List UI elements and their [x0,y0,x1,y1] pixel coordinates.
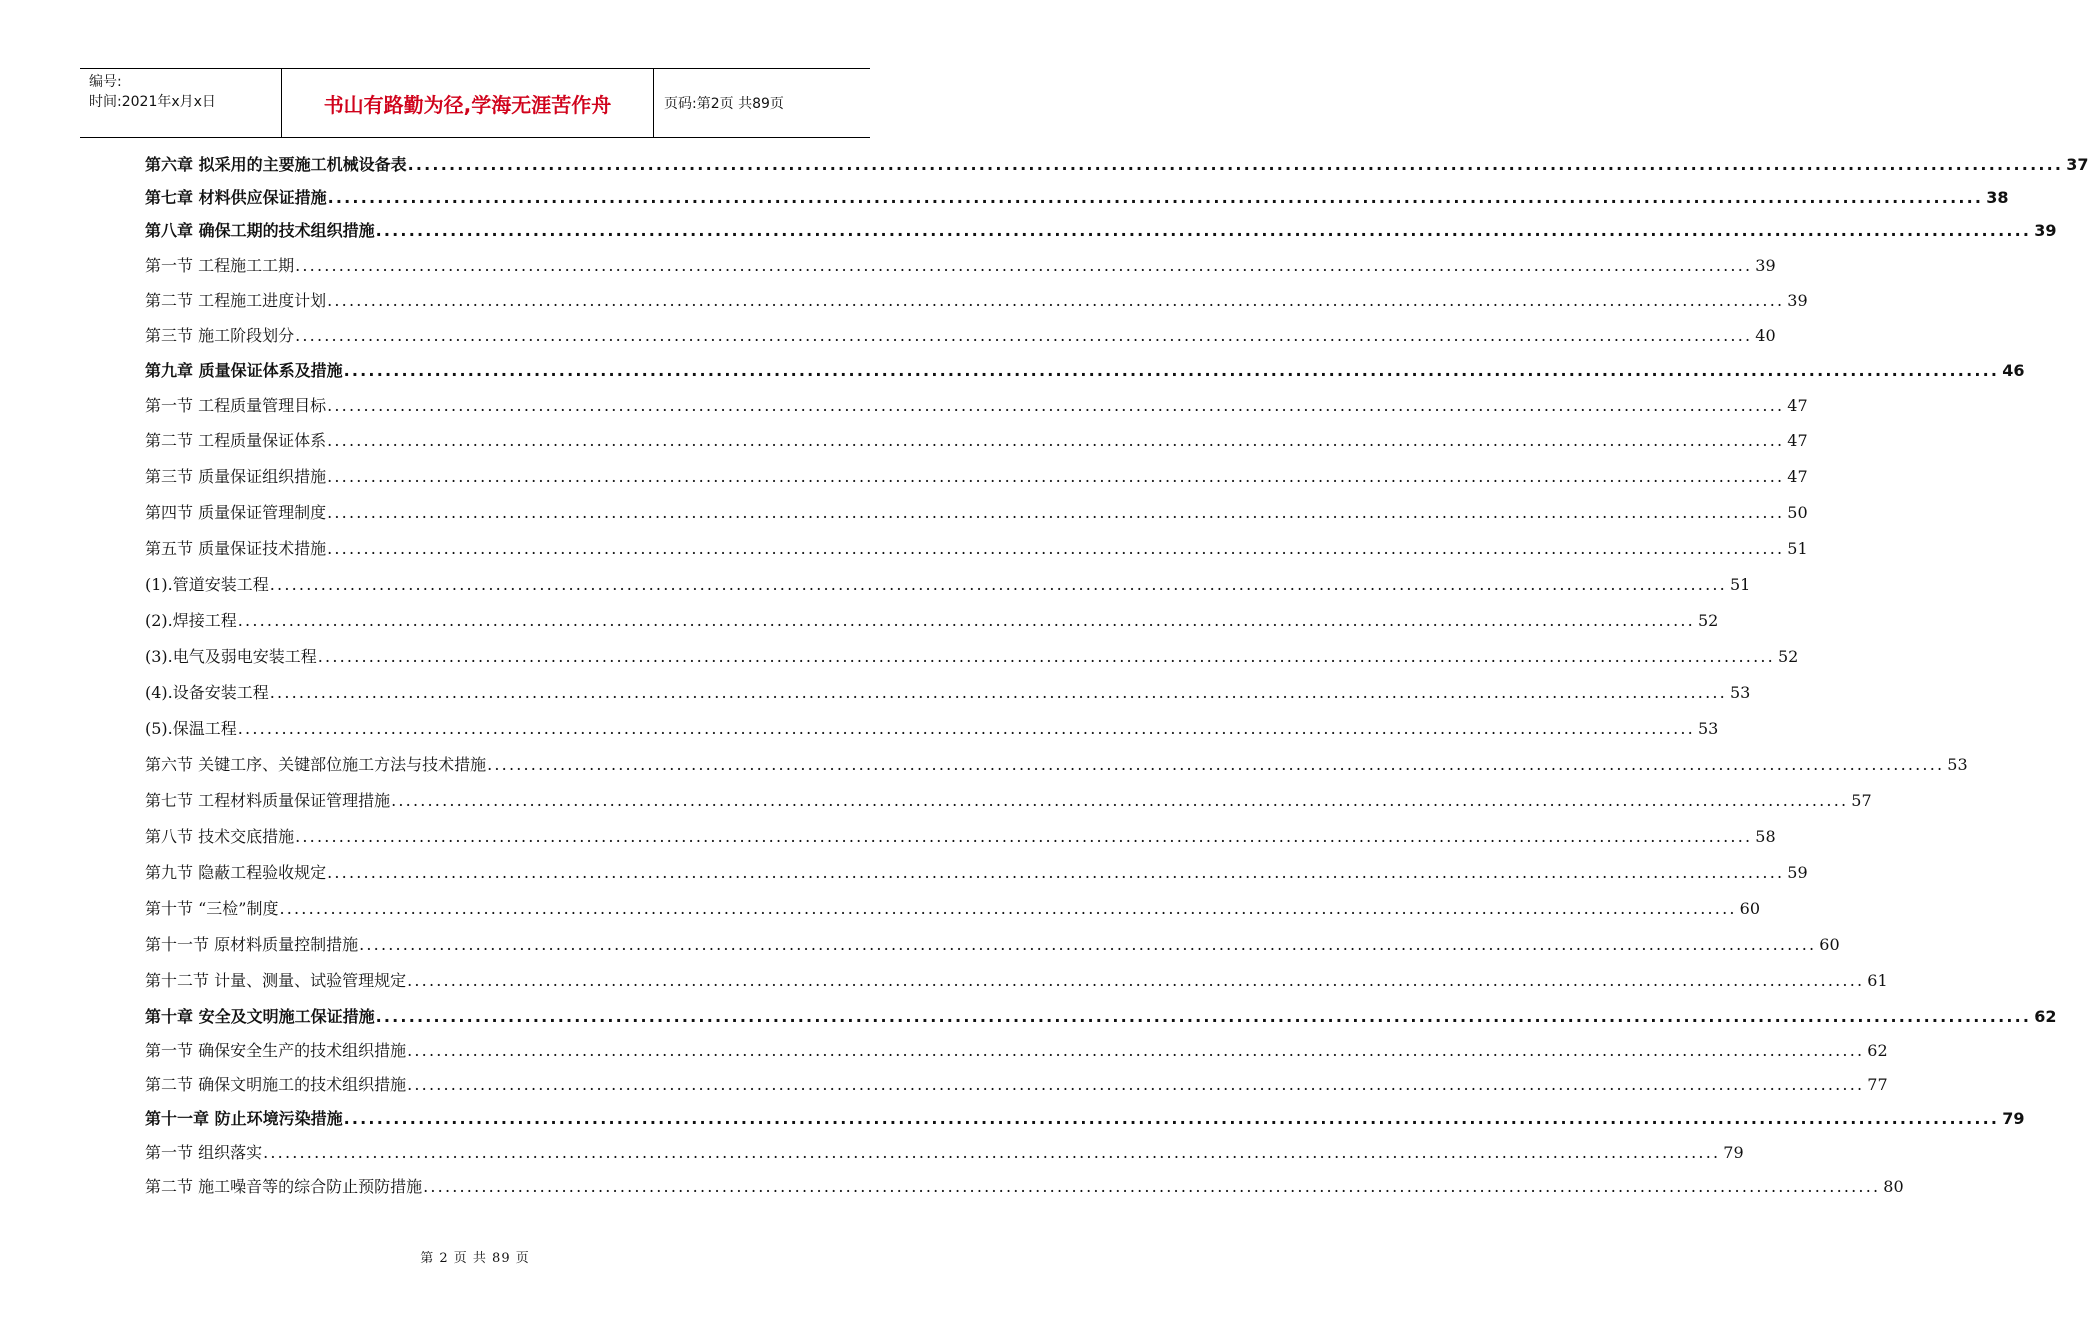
toc-entry-page: 79 [2002,1109,2025,1128]
toc-leader-dots: ........................................................................................................................................................................................................ [317,647,1775,666]
toc-entry[interactable] [145,358,2025,381]
toc-entry-label: 第十节 “三检”制度 [145,899,279,918]
toc-leader-dots: ........................................................................................................................................................................................................ [269,575,1727,594]
toc-entry-page: 52 [1697,611,1719,630]
toc-entry-page: 53 [1697,719,1719,738]
toc-entry[interactable] [145,716,1719,739]
toc-entry-page: 61 [1867,971,1888,990]
toc-entry[interactable] [145,323,1776,346]
page-header [80,68,870,138]
toc-entry-label: (1).管道安装工程 [145,575,269,594]
toc-entry-label: (2).焊接工程 [145,611,237,630]
header-motto: 书山有路勤为径,学海无涯苦作舟 [282,69,654,137]
toc-entry-label: 第四节 质量保证管理制度 [145,503,327,522]
toc-leader-dots: ........................................................................................................................................................................................................ [375,1007,2032,1026]
toc-entry-label: 第十一章 防止环境污染措施 [145,1109,343,1128]
page-footer: 第 2 页 共 89 页 [420,1251,530,1266]
toc-entry-label: 第八章 确保工期的技术组织措施 [145,221,375,240]
toc-entry-label: 第一节 组织落实 [145,1143,263,1162]
toc-leader-dots: ........................................................................................................................................................................................................ [407,971,1865,990]
toc-entry[interactable] [145,1174,1904,1197]
toc-entry-page: 47 [1787,396,1808,415]
toc-entry-page: 60 [1819,935,1840,954]
toc-leader-dots: ........................................................................................................................................................................................................ [391,791,1849,810]
toc-entry[interactable] [145,752,1968,775]
toc-entry[interactable] [145,185,2009,208]
toc-entry-label: 第一节 工程质量管理目标 [145,396,327,415]
toc-entry-label: 第八节 技术交底措施 [145,827,295,846]
toc-entry-label: 第三节 施工阶段划分 [145,326,295,345]
toc-entry[interactable] [145,896,1760,919]
toc-leader-dots: ........................................................................................................................................................................................................ [237,719,1695,738]
toc-entry[interactable] [145,500,1808,523]
header-page-info: 页码:第2页 共89页 [664,96,784,112]
toc-entry-label: 第五节 质量保证技术措施 [145,539,327,558]
toc-entry[interactable] [145,536,1808,559]
toc-leader-dots: ........................................................................................................................................................................................................ [407,155,2064,174]
toc-entry-label: (3).电气及弱电安装工程 [145,647,317,666]
toc-entry[interactable] [145,428,1808,451]
toc-entry[interactable] [145,1140,1744,1163]
toc-entry[interactable] [145,680,1751,703]
toc-entry-label: 第七节 工程材料质量保证管理措施 [145,791,391,810]
toc-entry-page: 39 [1755,256,1776,275]
toc-entry-label: 第二节 工程施工进度计划 [145,291,327,310]
toc-leader-dots: ........................................................................................................................................................................................................ [327,188,1984,207]
toc-leader-dots: ........................................................................................................................................................................................................ [343,1109,2000,1128]
toc-entry-page: 52 [1777,647,1799,666]
toc-entry-label: 第一节 确保安全生产的技术组织措施 [145,1041,407,1060]
toc-entry-label: 第七章 材料供应保证措施 [145,188,327,207]
toc-entry[interactable] [145,860,1808,883]
toc-entry-page: 62 [1867,1041,1888,1060]
toc-entry-page: 58 [1755,827,1776,846]
toc-entry[interactable] [145,464,1808,487]
toc-entry-label: 第二节 工程质量保证体系 [145,431,327,450]
toc-entry-label: 第二节 施工噪音等的综合防止预防措施 [145,1177,423,1196]
toc-entry[interactable] [145,218,2057,241]
toc-entry[interactable] [145,644,1799,667]
toc-leader-dots: ........................................................................................................................................................................................................ [295,256,1753,275]
toc-entry-page: 59 [1787,863,1808,882]
document-number-label: 编号: [89,74,122,90]
toc-entry-label: 第二节 确保文明施工的技术组织措施 [145,1075,407,1094]
toc-leader-dots: ........................................................................................................................................................................................................ [423,1177,1881,1196]
document-time-label: 时间:2021年x月x日 [89,94,216,110]
toc-leader-dots: ........................................................................................................................................................................................................ [327,503,1785,522]
toc-leader-dots: ........................................................................................................................................................................................................ [487,755,1945,774]
toc-leader-dots: ........................................................................................................................................................................................................ [327,539,1785,558]
toc-leader-dots: ........................................................................................................................................................................................................ [295,827,1753,846]
toc-entry[interactable] [145,1038,1888,1061]
toc-entry-label: 第九章 质量保证体系及措施 [145,361,343,380]
toc-entry-label: (5).保温工程 [145,719,237,738]
toc-entry-page: 40 [1755,326,1776,345]
toc-leader-dots: ........................................................................................................................................................................................................ [359,935,1817,954]
toc-entry[interactable] [145,152,2088,175]
toc-entry-page: 47 [1787,467,1808,486]
header-meta [80,69,282,137]
toc-entry-page: 60 [1739,899,1760,918]
toc-entry[interactable] [145,788,1872,811]
toc-entry-label: 第九节 隐蔽工程验收规定 [145,863,327,882]
toc-entry[interactable] [145,393,1808,416]
toc-entry[interactable] [145,608,1719,631]
toc-entry-page: 39 [1787,291,1808,310]
toc-leader-dots: ........................................................................................................................................................................................................ [407,1075,1865,1094]
toc-leader-dots: ........................................................................................................................................................................................................ [327,291,1785,310]
toc-leader-dots: ........................................................................................................................................................................................................ [327,467,1785,486]
toc-entry-page: 53 [1947,755,1968,774]
toc-entry-page: 77 [1867,1075,1888,1094]
toc-entry-page: 39 [2034,221,2057,240]
toc-entry-page: 79 [1723,1143,1744,1162]
toc-leader-dots: ........................................................................................................................................................................................................ [327,396,1785,415]
toc-entry-page: 62 [2034,1007,2057,1026]
toc-entry[interactable] [145,932,1840,955]
toc-leader-dots: ........................................................................................................................................................................................................ [269,683,1727,702]
toc-entry-label: 第三节 质量保证组织措施 [145,467,327,486]
toc-entry[interactable] [145,1004,2057,1027]
toc-entry-page: 47 [1787,431,1808,450]
toc-entry[interactable] [145,968,1888,991]
toc-entry-page: 51 [1787,539,1808,558]
toc-entry[interactable] [145,572,1751,595]
toc-entry-page: 37 [2066,155,2088,174]
toc-entry-page: 46 [2002,361,2025,380]
toc-entry-label: 第十章 安全及文明施工保证措施 [145,1007,375,1026]
toc-leader-dots: ........................................................................................................................................................................................................ [375,221,2032,240]
toc-leader-dots: ........................................................................................................................................................................................................ [263,1143,1721,1162]
toc-entry-label: (4).设备安装工程 [145,683,269,702]
toc-leader-dots: ........................................................................................................................................................................................................ [279,899,1737,918]
toc-leader-dots: ........................................................................................................................................................................................................ [327,431,1785,450]
toc-entry-label: 第一节 工程施工工期 [145,256,295,275]
toc-entry[interactable] [145,288,1808,311]
toc-entry[interactable] [145,1072,1888,1095]
toc-leader-dots: ........................................................................................................................................................................................................ [295,326,1753,345]
toc-entry-page: 80 [1883,1177,1904,1196]
toc-entry-label: 第十二节 计量、测量、试验管理规定 [145,971,407,990]
toc-entry-page: 38 [1986,188,2009,207]
toc-entry[interactable] [145,253,1776,276]
toc-entry[interactable] [145,1106,2025,1129]
toc-entry-page: 50 [1787,503,1808,522]
toc-leader-dots: ........................................................................................................................................................................................................ [327,863,1785,882]
toc-entry-label: 第六节 关键工序、关键部位施工方法与技术措施 [145,755,487,774]
toc-entry-label: 第六章 拟采用的主要施工机械设备表 [145,155,407,174]
toc-leader-dots: ........................................................................................................................................................................................................ [343,361,2000,380]
toc-entry-page: 53 [1729,683,1751,702]
toc-leader-dots: ........................................................................................................................................................................................................ [237,611,1695,630]
toc-entry-page: 57 [1851,791,1872,810]
toc-entry-label: 第十一节 原材料质量控制措施 [145,935,359,954]
toc-leader-dots: ........................................................................................................................................................................................................ [407,1041,1865,1060]
toc-entry[interactable] [145,824,1776,847]
toc-entry-page: 51 [1729,575,1751,594]
